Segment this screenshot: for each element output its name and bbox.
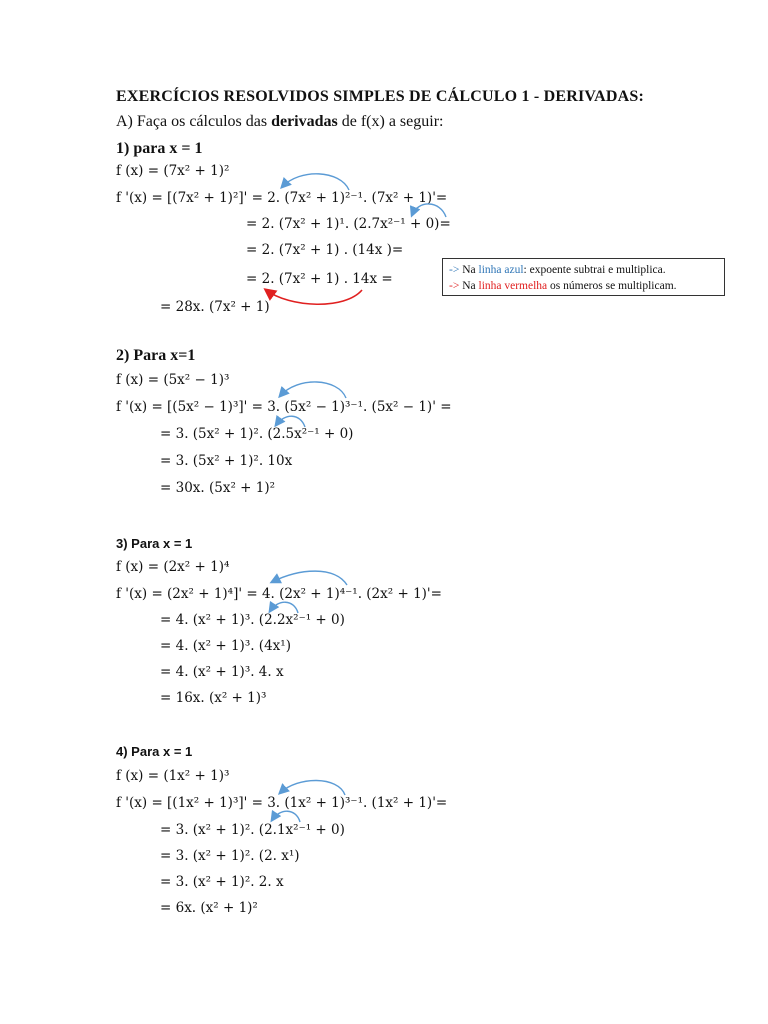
- exercise-2-heading: 2) Para x=1: [116, 347, 196, 364]
- exercise-4-line: = 3. (x² + 1)². 2. x: [160, 874, 284, 890]
- exercise-1-line: f '(x) = [(7x² + 1)²]' = 2. (7x² + 1)²⁻¹. (7x² + 1)'=: [116, 190, 448, 206]
- note-marker: ->: [449, 280, 460, 292]
- exercise-1-line: = 2. (7x² + 1) . (14x )=: [246, 242, 404, 258]
- note-colored-text: linha vermelha: [478, 280, 548, 292]
- note-marker: ->: [449, 264, 460, 276]
- exercise-3-line: = 4. (x² + 1)³. 4. x: [160, 664, 284, 680]
- exercise-4-line: = 3. (x² + 1)². (2.1x²⁻¹ + 0): [160, 822, 345, 838]
- note-text: : expoente subtrai e multiplica.: [523, 264, 666, 276]
- exercise-4-heading: 4) Para x = 1: [116, 744, 193, 759]
- note-text: Na: [459, 264, 479, 276]
- blue-arrow: [282, 174, 349, 190]
- blue-arrow: [280, 780, 345, 795]
- exercise-3-heading: 3) Para x = 1: [116, 536, 193, 551]
- blue-arrow: [276, 416, 305, 427]
- intro-suffix: de f(x) a seguir:: [337, 113, 444, 130]
- exercise-1-line: = 28x. (7x² + 1): [160, 299, 270, 315]
- exercise-2-line: f '(x) = [(5x² − 1)³]' = 3. (5x² − 1)³⁻¹. (5x² − 1)' =: [116, 399, 452, 415]
- note-text: os números se multiplicam.: [547, 280, 677, 292]
- exercise-1-heading: 1) para x = 1: [116, 140, 203, 157]
- blue-arrow: [280, 382, 346, 398]
- exercise-3-line: f '(x) = (2x² + 1)⁴]' = 4. (2x² + 1)⁴⁻¹. (2x² + 1)'=: [116, 586, 442, 602]
- exercise-1-line: = 2. (7x² + 1) . 14x =: [246, 271, 393, 287]
- document-title: EXERCÍCIOS RESOLVIDOS SIMPLES DE CÁLCULO 1 - DERIVADAS:: [116, 88, 645, 105]
- exercise-4-line: f '(x) = [(1x² + 1)³]' = 3. (1x² + 1)³⁻¹. (1x² + 1)'=: [116, 795, 448, 811]
- blue-arrow: [270, 602, 298, 613]
- exercise-3-line: = 4. (x² + 1)³. (4x¹): [160, 638, 291, 654]
- exercise-2-line: = 30x. (5x² + 1)²: [160, 480, 276, 496]
- exercise-2-line: f (x) = (5x² − 1)³: [116, 372, 230, 388]
- intro-prefix: A) Faça os cálculos das: [116, 113, 272, 130]
- blue-arrow: [272, 811, 300, 822]
- exercise-4-line: f (x) = (1x² + 1)³: [116, 768, 230, 784]
- exercise-1-line: = 2. (7x² + 1)¹. (2.7x²⁻¹ + 0)=: [246, 216, 451, 232]
- red-arrow: [266, 290, 362, 304]
- exercise-4-line: = 6x. (x² + 1)²: [160, 900, 258, 916]
- exercise-3-line: = 4. (x² + 1)³. (2.2x²⁻¹ + 0): [160, 612, 345, 628]
- blue-arrow: [412, 204, 446, 217]
- exercise-3-line: f (x) = (2x² + 1)⁴: [116, 559, 230, 575]
- intro-bold: derivadas: [271, 113, 338, 130]
- exercise-2-line: = 3. (5x² + 1)². (2.5x²⁻¹ + 0): [160, 426, 354, 442]
- exercise-3-line: = 16x. (x² + 1)³: [160, 690, 267, 706]
- exercise-2-line: = 3. (5x² + 1)². 10x: [160, 453, 293, 469]
- exercise-4-line: = 3. (x² + 1)². (2. x¹): [160, 848, 300, 864]
- blue-arrow: [272, 571, 347, 585]
- note-text: Na: [459, 280, 479, 292]
- note-colored-text: linha azul: [478, 264, 524, 276]
- exercise-1-line: f (x) = (7x² + 1)²: [116, 163, 230, 179]
